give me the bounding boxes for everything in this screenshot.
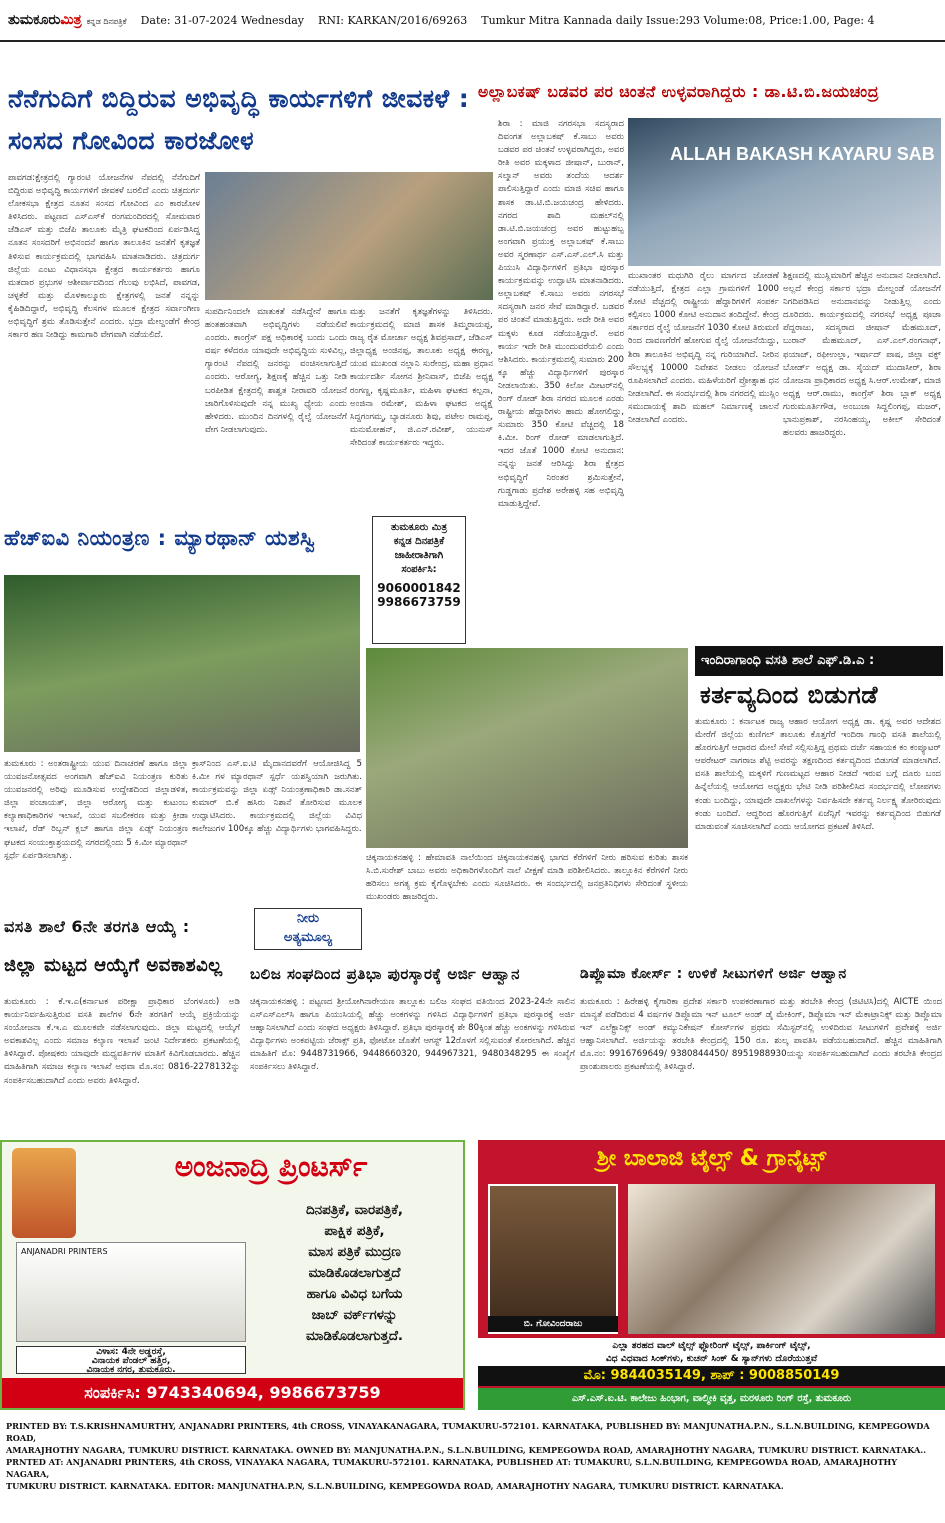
tagline1: ಎಲ್ಲಾ ತರಹದ ವಾಲ್ ಟೈಲ್ಸ್ ಫ್ಲೋರಿಂಗ್ ಟೈಲ್ಸ್, ಪಾರ್ಕಿಂಗ್ ಟೈಲ್ಸ್, bbox=[612, 1340, 811, 1351]
article1-col3: ಮತ್ತು ಜನತೆಗೆ ಕೃತಜ್ಞತೆಗಳನ್ನು ತಿಳಿಸಿದರು. ಕಾರ್ಯಕ್ರಮದಲ್ಲಿ ಮಾಜಿ ಶಾಸಕ ತಿಮ್ಮರಾಯಪ್ಪ, ರಾಜ್ಯ ರೈತ ಮೋರ್ಚಾ ಅಧ್ಯಕ್ಷ ಶಿವಪ್ರಸಾದ್, ಜೆಡಿಎಸ್ ಜಿಲ್ಲಾಧ್ಯಕ್ಷ ಅಂಜಿನಪ್ಪ, ತಾಲೂಕು ಅಧ್ಯಕ್ಷ ಈರಣ್ಣ, ಯುವ ಮುಖಂಡ ನಲ್ಲಾನಿ ಸುರೇಂದ್ರ, ಮಹಾ ಪ್ರಧಾನ ಕಾರ್ಯದರ್ಶಿ ಸೋಗನ ಶ್ರೀನಿವಾಸ್, ಬಿಜೆಪಿ ಅಧ್ಯಕ್ಷ ರಂಗಣ್ಣ, ಕೃಷ್ಣಮೂರ್ತಿ, ಮಹಿಳಾ ಘಟಕದ ಕಲ್ಪನಾ, ಅಂಜಿನಾ ರಮೇಶ್, ಮಹಿಳಾ ಘಟಕದ ಅಧ್ಯಕ್ಷೆ ಸಿದ್ದಗಂಗಮ್ಮ, ಬ್ಯಾಡನೂರು ಶಿವು, ಪಟೇಲ ರಾಮಪ್ಪ, ಮನುಮೋಹನ್, ಜಿ.ಎನ್.ರವೀಶ್, ಯುನುಸ್ ಸೇರಿದಂತೆ ಕಾರ್ಯಕರ್ತರು ಇದ್ದರು. bbox=[350, 307, 493, 448]
article2-col2: ಮುಖಾಂತರ ಮಧುಗಿರಿ ರೈಲು ಮಾರ್ಗದ ಜೋಡಣೆ ನಡೆಯುತ್ತಿದೆ, ಕ್ಷೇತ್ರದ ಎಲ್ಲಾ ಗ್ರಾಮಗಳಿಗೆ 1000 ಕೋಟಿ ವೆಚ್ಚದಲ್ಲಿ ರಾಷ್ಟ್ರೀಯ ಹೆದ್ದಾರಿಗಳಿಗೆ ಸಂಪರ್ಕ ಕಲ್ಪಿಸಲು 1000 ಕೋಟಿ ಅನುದಾನ ತಂದಿದ್ದೇನೆ. ಕೇಂದ್ರ ಸರ್ಕಾರದ ರೈಲ್ವೆ ಯೋಜನೆಗೆ 1030 ಕೋಟಿ ತಿರುಮಣಿ ರಿಂದ ದಾವಣಗೆರೆಗೆ ಹೋಗುವ ರೈಲ್ವೆ ಯೋಜನೆಯಿದ್ದು, ಶಿರಾ ತಾಲೂಕಿನ ಅಭಿವೃದ್ಧಿ ನನ್ನ ಗುರಿಯಾಗಿದೆ. ನೀರಿನ ಸೌಲಭ್ಯಕ್ಕೆ 10000 ನಿವೇಶನ ನೀಡಲು ಯೋಜನೆ ರೂಪಿಸಲಾಗಿದೆ ಎಂದರು. ಮಹಿಳೆಯರಿಗೆ ಪ್ರೋತ್ಸಾಹ ಧನ ನೀಡಲಾಗಿದೆ. ಈ ಸಂದರ್ಭದಲ್ಲಿ ಶಿರಾ ನಗರದಲ್ಲಿ ಮುಸ್ಲಿಂ ಸಮುದಾಯಕ್ಕೆ ಶಾದಿ ಮಹಲ್ ನಿರ್ಮಾಣಕ್ಕೆ ಚಾಲನೆ ನೀಡಲಾಗಿದೆ ಎಂದರು. bbox=[628, 271, 779, 426]
article1-photo bbox=[205, 172, 493, 300]
water-box bbox=[254, 908, 362, 950]
address-line: ವಿನಾಯಕ ನಗರ, ತುಮಕೂರು. bbox=[86, 1365, 176, 1375]
imprint-line2: AMARAJHOTHY NAGARA, TUMKURU DISTRICT. KARNATAKA. OWNED BY: MANJUNATHA.P.N., S.L.N.BUILDING, KEMPEGOWDA ROAD, AMARAJHOTHY NAGARA, TUMKURU DISTRICT. KARNATAKA.. bbox=[6, 1445, 927, 1455]
balaji-taglines bbox=[478, 1338, 945, 1366]
masthead-logo bbox=[8, 12, 127, 28]
balaji-address: ಎಸ್.ಎಸ್.ಐ.ಟಿ. ಕಾಲೇಜು ಹಿಂಭಾಗ, ವಾಲ್ಮೀಕಿ ವೃತ್ತ, ಮರಳೂರು ರಿಂಗ್ ರಸ್ತೆ, ತುಮಕೂರು bbox=[478, 1388, 945, 1410]
masthead bbox=[0, 0, 945, 42]
article3-photo bbox=[4, 575, 360, 752]
article6-headline-line1: ವಸತಿ ಶಾಲೆ 6ನೇ ತರಗತಿ ಆಯ್ಕೆ : bbox=[4, 917, 190, 936]
article5-text: ತುಮಕೂರು : ಕರ್ನಾಟಕ ರಾಜ್ಯ ಆಹಾರ ಆಯೋಗ ಅಧ್ಯಕ್ಷ ಡಾ. ಕೃಷ್ಣ ಅವರ ಆದೇಶದ ಮೇರೆಗೆ ಜಿಲ್ಲೆಯ ಕುಣಿಗಲ್ ತಾಲೂಕು ಕೊತ್ತಗೆರೆ ಇಂದಿರಾ ಗಾಂಧಿ ವಸತಿ ಶಾಲೆಯಲ್ಲಿ ಹೊರಗುತ್ತಿಗೆ ಆಧಾರದ ಮೇಲೆ ಸೇವೆ ಸಲ್ಲಿಸುತ್ತಿದ್ದ ಪ್ರಥಮ ದರ್ಜೆ ಸಹಾಯಕ ಕಂ ಕಂಪ್ಯೂಟರ್ ಆಪರೇಟರ್ ನಾಗರಾಜ ಶೆಟ್ಟಿ ಅವರನ್ನು ತಕ್ಷಣದಿಂದ ಕರ್ತವ್ಯದಿಂದ ಬಿಡುಗಡೆ ಮಾಡಲಾಗಿದೆ. ವಸತಿ ಶಾಲೆಯಲ್ಲಿ ಮಕ್ಕಳಿಗೆ ಗುಣಮಟ್ಟದ ಆಹಾರ ನೀಡದೆ ಇರುವ ಬಗ್ಗೆ ದೂರು ಬಂದ ಹಿನ್ನೆಲೆಯಲ್ಲಿ ಆಯೋಗದ ಅಧ್ಯಕ್ಷರು ಭೇಟಿ ನೀಡಿ ಪರಿಶೀಲಿಸಿದ ಸಂದರ್ಭದಲ್ಲಿ ಲೋಪಗಳು ಕಂಡು ಬಂದಿದ್ದು, ಯಾವುದೇ ದಾಖಲೆಗಳನ್ನು ನಿರ್ವಹಿಸದೇ ಕರ್ತವ್ಯ ನಿರ್ಲಕ್ಷ್ಯ ತೋರಿರುವುದು ಕಂಡು ಬಂದಿದೆ. ಆದ್ದರಿಂದ ಹೊರಗುತ್ತಿಗೆ ಏಜೆನ್ಸಿಗೆ ಇವರನ್ನು ಕರ್ತವ್ಯದಿಂದ ಬಿಡುಗಡೆ ಮಾಡುವಂತೆ ಸೂಚಿಸಲಾಗಿದೆ ಎಂದು ಆಯೋಗದ ಪ್ರಕಟಣೆ ತಿಳಿಸಿದೆ. bbox=[695, 717, 941, 832]
hanuman-image bbox=[12, 1148, 76, 1238]
anjanadri-services bbox=[252, 1200, 457, 1347]
article1-col2: ಸುಪರ್ದಿನಿಂದಲೇ ಮಾತುಕತೆ ನಡೆಸಿದ್ದೇನೆ ಹಾಗೂ ಹಂತಹಂತವಾಗಿ ಅಭಿವೃದ್ಧಿಗಳು ನಡೆಯಲಿವೆ ಎಂದರು. ಕಾಂಗ್ರೆಸ್ ಪಕ್ಷ ಅಧಿಕಾರಕ್ಕೆ ಬಂದು ಒಂದು ವರ್ಷ ಕಳೆದರೂ ಯಾವುದೇ ಅಭಿವೃದ್ಧಿಯ ಸುಳಿವಿಲ್ಲ, ಗ್ಯಾರಂಟಿ ನೆಪದಲ್ಲಿ ಜನರನ್ನು ವಂಚಿಸಲಾಗುತ್ತಿದೆ ಎಂದರು. ಆರೋಗ್ಯ, ಶಿಕ್ಷಣಕ್ಕೆ ಹೆಚ್ಚಿನ ಒತ್ತು ನೀಡಿ ಬರಪೀಡಿತ ಕ್ಷೇತ್ರದಲ್ಲಿ ಶಾಶ್ವತ ನೀರಾವರಿ ಯೋಜನೆ ಜಾರಿಗೊಳಿಸುವುದೇ ನನ್ನ ಮುಖ್ಯ ಧ್ಯೇಯ ಎಂದು ಹೇಳಿದರು. ಮುಂದಿನ ದಿನಗಳಲ್ಲಿ ರೈಲ್ವೆ ಯೋಜನೆಗೆ ವೇಗ ನೀಡಲಾಗುವುದು. bbox=[205, 307, 347, 435]
issue-info: Tumkur Mitra Kannada daily Issue:293 Volume:08, Price:1.00, Page: 4 bbox=[481, 13, 875, 27]
article7-text: ಚಿಕ್ಕನಾಯಕನಹಳ್ಳಿ : ಪಟ್ಟಣದ ಶ್ರೀಯೋಗಿನಾರೇಯಣ ತಾಲ್ಲೂಕು ಬಲಿಜ ಸಂಘದ ವತಿಯಿಂದ 2023-24ನೇ ಸಾಲಿನ ಎಸ್‌ಎಸ್‌ಎಲ್‌ಸಿ ಹಾಗೂ ಪಿಯುಸಿಯಲ್ಲಿ ಹೆಚ್ಚು ಅಂಕಗಳನ್ನು ಗಳಿಸಿದ ವಿದ್ಯಾರ್ಥಿಗಳಿಗೆ ಪ್ರತಿಭಾ ಪುರಸ್ಕಾರಕ್ಕೆ ಅರ್ಜಿ ಆಹ್ವಾನಿಸಲಾಗಿದೆ ಎಂದು ಸಂಘದ ಅಧ್ಯಕ್ಷರು ತಿಳಿಸಿದ್ದಾರೆ. ಪ್ರತಿಭಾ ಪುರಸ್ಕಾರಕ್ಕೆ ಶೇ 80ಕ್ಕಿಂತ ಹೆಚ್ಚು ಅಂಕಗಳನ್ನು ಗಳಿಸಿರುವ ವಿದ್ಯಾರ್ಥಿಗಳು ಅಂಕಪಟ್ಟಿಯ ಜೆರಾಕ್ಸ್ ಪ್ರತಿ, ಫೋಟೋ ಜೊತೆಗೆ ಆಗಸ್ಟ್ 12ರೊಳಗೆ ಸಲ್ಲಿಸುವಂತೆ ಕೋರಲಾಗಿದೆ. ಹೆಚ್ಚಿನ ಮಾಹಿತಿಗೆ ಮೊ: 9448731966, 9448660320, 944967321, 9480348295 ಈ ಸಂಖ್ಯೆಗೆ ಸಂಪರ್ಕಿಸಲು ತಿಳಿಸಿದ್ದಾರೆ. bbox=[250, 997, 575, 1073]
article8-text: ತುಮಕೂರು : ಹಿರೇಹಳ್ಳಿ ಕೈಗಾರಿಕಾ ಪ್ರದೇಶ ಸರ್ಕಾರಿ ಉಪಕರಣಾಗಾರ ಮತ್ತು ತರಬೇತಿ ಕೇಂದ್ರ (ಜಿಟಿಟಿಸಿ)ದಲ್ಲಿ AICTE ಯಿಂದ ಮಾನ್ಯತೆ ಪಡೆದಿರುವ 4 ವರ್ಷಗಳ ಡಿಪ್ಲೊಮಾ ಇನ್ ಟೂಲ್ ಅಂಡ್ ಡೈ ಮೇಕಿಂಗ್, ಡಿಪ್ಲೊಮಾ ಇನ್ ಮೆಕಾಟ್ರಾನಿಕ್ಸ್ ಮತ್ತು ಡಿಪ್ಲೊಮಾ ಇನ್ ಎಲೆಕ್ಟ್ರಾನಿಕ್ಸ್ ಅಂಡ್ ಕಮ್ಯುನಿಕೇಷನ್ ಕೋರ್ಸ್‌ಗಳ ಪ್ರಥಮ ಸೆಮಿಸ್ಟರ್‌ನಲ್ಲಿ ಉಳಿದಿರುವ ಸೀಟುಗಳಿಗೆ ಪ್ರವೇಶಕ್ಕೆ ಅರ್ಜಿ ಆಹ್ವಾನಿಸಲಾಗಿದೆ. ಅರ್ಜಿಯನ್ನು ತರಬೇತಿ ಕೇಂದ್ರದಲ್ಲಿ 150 ರೂ. ಶುಲ್ಕ ಪಾವತಿಸಿ ಪಡೆಯಬಹುದಾಗಿದೆ. ಹೆಚ್ಚಿನ ಮಾಹಿತಿಗಾಗಿ ಮೊ.ನಂ: 9916769649/ 9380844450/ 8951988930ಯನ್ನು ಸಂಪರ್ಕಿಸಬಹುದಾಗಿದೆ ಎಂದು ತರಬೇತಿ ಕೇಂದ್ರದ ಪ್ರಾಂಶುಪಾಲರು ಪ್ರಕಟಣೆಯಲ್ಲಿ ತಿಳಿಸಿದ್ದಾರೆ. bbox=[580, 997, 942, 1073]
ad-contact-box bbox=[372, 516, 466, 644]
article4-photo bbox=[366, 648, 688, 848]
article1-headline: ನೆನೆಗುದಿಗೆ ಬಿದ್ದಿರುವ ಅಭಿವೃದ್ಧಿ ಕಾರ್ಯಗಳಿಗೆ ಜೀವಕಳೆ : ಸಂಸದ ಗೋವಿಂದ ಕಾರಜೋಳ bbox=[8, 84, 470, 155]
address-line: ವಿನಾಯಕ ಪೆಂಡಲ್ ಹತ್ತಿರ, bbox=[91, 1356, 171, 1366]
service-line: ಮಾಡಿಕೊಡಲಾಗುತ್ತದೆ bbox=[308, 1266, 401, 1281]
article3-headline: ಹೆಚ್‌ಐವಿ ನಿಯಂತ್ರಣ : ಮ್ಯಾರಥಾನ್ ಯಶಸ್ವಿ bbox=[4, 526, 316, 550]
issue-date: Date: 31-07-2024 Wednesday bbox=[140, 13, 305, 27]
article3-col2: ಕ್ರಾಸ್‌ನಿಂದ ಎಸ್.ಐ.ಟಿ ಮೈದಾನದವರೆಗೆ ಆಯೋಜಿಸಿದ್ದ 5 ಕಿ.ಮೀ ಗಳ ಮ್ಯಾರಥಾನ್ ಸ್ಪರ್ಧೆ ಯಶಸ್ವಿಯಾಗಿ ಜರುಗಿತು. ಕಾರ್ಯಕ್ರಮವನ್ನು ಜಿಲ್ಲಾ ಏಡ್ಸ್ ನಿಯಂತ್ರಣಾಧಿಕಾರಿ ಡಾ.ಸನತ್ ಕುಮಾರ್ ಬಿ.ಕೆ ಹಸಿರು ನಿಶಾನೆ ತೋರಿಸುವ ಮೂಲಕ ಉದ್ಘಾಟಿಸಿದರು. ಕಾರ್ಯಕ್ರಮದಲ್ಲಿ ಜಿಲ್ಲೆಯ ವಿವಿಧ ಕಾಲೇಜುಗಳ 100ಕ್ಕೂ ಹೆಚ್ಚು ವಿದ್ಯಾರ್ಥಿಗಳು ಭಾಗವಹಿಸಿದ್ದರು. bbox=[192, 759, 362, 835]
contact-line1: ತುಮಕೂರು ಮಿತ್ರ bbox=[390, 522, 448, 533]
logo-tagline: ಕನ್ನಡ ದಿನಪತ್ರಿಕೆ bbox=[86, 17, 127, 26]
logo-part2: ಮಿತ್ರ bbox=[60, 12, 82, 28]
article2-headline: ಅಲ್ಲಾಬಕಷ್ ಬಡವರ ಪರ ಚಿಂತನೆ ಉಳ್ಳವರಾಗಿದ್ದರು : ಡಾ.ಟಿ.ಬಿ.ಜಯಚಂದ್ರ bbox=[478, 83, 879, 101]
shop-photo bbox=[16, 1242, 246, 1342]
rni-number: RNI: KARKAN/2016/69263 bbox=[318, 13, 468, 27]
article3-col1: ತುಮಕೂರು : ಅಂತರಾಷ್ಟ್ರೀಯ ಯುವ ದಿನಾಚರಣೆ ಹಾಗೂ ಜಿಲ್ಲಾ ಯುವಜನೋತ್ಸವದ ಅಂಗವಾಗಿ ಹೆಚ್‌ಐವಿ ನಿಯಂತ್ರಣ ಕುರಿತು ಯುವಜನರಲ್ಲಿ ಅರಿವು ಮೂಡಿಸುವ ಉದ್ದೇಶದಿಂದ ಜಿಲ್ಲಾಡಳಿತ, ಜಿಲ್ಲಾ ಪಂಚಾಯತ್, ಜಿಲ್ಲಾ ಆರೋಗ್ಯ ಮತ್ತು ಕುಟುಂಬ ಕಲ್ಯಾಣಾಧಿಕಾರಿಗಳ ಇಲಾಖೆ, ಯುವ ಸಬಲೀಕರಣ ಮತ್ತು ಕ್ರೀಡಾ ಇಲಾಖೆ, ರೆಡ್ ರಿಬ್ಬನ್ ಕ್ಲಬ್ ಹಾಗೂ ಜಿಲ್ಲಾ ಏಡ್ಸ್ ನಿಯಂತ್ರಣ ಘಟಕದ ಸಂಯುಕ್ತಾಶ್ರಯದಲ್ಲಿ ನಗರದಲ್ಲಿಂದು 5 ಕಿ.ಮೀ ಮ್ಯಾರಥಾನ್ ಸ್ಪರ್ಧೆ ಏರ್ಪಡಿಸಲಾಗಿತ್ತು. bbox=[4, 759, 188, 861]
shop-sign: ANJANADRI PRINTERS bbox=[21, 1247, 108, 1256]
article4-caption: ಚಿಕ್ಕನಾಯಕನಹಳ್ಳಿ : ಹೇಮಾವತಿ ನಾಲೆಯಿಂದ ಚಿಕ್ಕನಾಯಕನಹಳ್ಳಿ ಭಾಗದ ಕೆರೆಗಳಿಗೆ ನೀರು ಹರಿಸುವ ಕುರಿತು ಶಾಸಕ ಸಿ.ಬಿ.ಸುರೇಶ್ ಬಾಬು ಅವರು ಅಧಿಕಾರಿಗಳೊಂದಿಗೆ ನಾಲೆ ವೀಕ್ಷಣೆ ಮಾಡಿ ಪರಿಶೀಲಿಸಿದರು. ತಾಲ್ಲೂಕಿನ ಕೆರೆಗಳಿಗೆ ನೀರು ಹರಿಸಲು ಅಗತ್ಯ ಕ್ರಮ ಕೈಗೊಳ್ಳಬೇಕು ಎಂದು ಸೂಚಿಸಿದರು. ಈ ಸಂದರ್ಭದಲ್ಲಿ ಜನಪ್ರತಿನಿಧಿಗಳು ಸೇರಿದಂತೆ ಸ್ಥಳೀಯ ಮುಖಂಡರು ಹಾಜರಿದ್ದರು. bbox=[366, 853, 688, 903]
water-line1: ನೀರು bbox=[297, 911, 319, 926]
article6-text: ತುಮಕೂರು : ಕೆ.ಇ.ಎ(ಕರ್ನಾಟಕ ಪರೀಕ್ಷಾ ಪ್ರಾಧಿಕಾರ ಬೆಂಗಳೂರು) ಅಡಿ ಕಾರ್ಯನಿರ್ವಹಿಸುತ್ತಿರುವ ವಸತಿ ಶಾಲೆಗಳ 6ನೇ ತರಗತಿಗೆ ಆಯ್ಕೆ ಪ್ರಕ್ರಿಯೆಯನ್ನು ಸಂಯೋಜನಾ ಕೆ.ಇ.ಎ ಮೂಲಕವೇ ನಡೆಸಲಾಗುವುದು. ಜಿಲ್ಲಾ ಮಟ್ಟದಲ್ಲಿ ಆಯ್ಕೆಗೆ ಅವಕಾಶವಿಲ್ಲ ಎಂದು ಸಮಾಜ ಕಲ್ಯಾಣ ಇಲಾಖೆ ಜಂಟಿ ನಿರ್ದೇಶಕರು ಪ್ರಕಟಣೆಯಲ್ಲಿ ತಿಳಿಸಿದ್ದಾರೆ. ಪೋಷಕರು ಯಾವುದೇ ಮಧ್ಯವರ್ತಿಗಳ ಮಾತಿಗೆ ಕಿವಿಗೊಡಬಾರದು. ಹೆಚ್ಚಿನ ಮಾಹಿತಿಗಾಗಿ ಸಮಾಜ ಕಲ್ಯಾಣ ಇಲಾಖೆ ಅಥವಾ ಮೊ.ಸಂ: 0816-2278132ನ್ನು ಸಂಪರ್ಕಿಸಬಹುದಾಗಿದೆ ಎಂದು ಅವರು ತಿಳಿಸಿದ್ದಾರೆ. bbox=[4, 997, 240, 1086]
anjanadri-title: ಅಂಜನಾದ್ರಿ ಪ್ರಿಂಟರ್ಸ್ bbox=[174, 1150, 368, 1183]
imprint-footer bbox=[0, 1420, 945, 1491]
anjanadri-address bbox=[16, 1346, 246, 1374]
service-line: ಜಾಬ್ ವರ್ಕ್‌ಗಳನ್ನು bbox=[311, 1308, 398, 1323]
contact-phone1: 9060001842 bbox=[377, 581, 461, 595]
article1-col1: ಪಾವಗಡ:ಕ್ಷೇತ್ರದಲ್ಲಿ ಗ್ಯಾರಂಟಿ ಯೋಜನೆಗಳ ನೆಪದಲ್ಲಿ ನೆನೆಗುದಿಗೆ ಬಿದ್ದಿರುವ ಅಭಿವೃದ್ಧಿ ಕಾರ್ಯಗಳಿಗೆ ಜೀವಕಳೆ ಬರಲಿದೆ ಎಂದು ಚಿತ್ರದುರ್ಗ ಲೋಕಸಭಾ ಕ್ಷೇತ್ರದ ನೂತನ ಸಂಸದ ಗೋವಿಂದ ಎಂ ಕಾರಜೋಳ ತಿಳಿಸಿದರು. ಪಟ್ಟಣದ ಎಸ್‌ಎಸ್‌ಕೆ ರಂಗಮಂದಿರದಲ್ಲಿ ಸೋಮವಾರ ಜೆಡಿಎಸ್ ಮತ್ತು ಬಿಜೆಪಿ ತಾಲೂಕು ಮೈತ್ರಿ ಘಟಕದಿಂದ ಏರ್ಪಡಿಸಿದ್ದ ನೂತನ ಸಂಸದರಿಗೆ ಅಭಿನಂದನೆ ಹಾಗೂ ತಾಲೂಕಿನ ಜನತೆಗೆ ಕೃತಜ್ಞತೆ ತಿಳಿಸುವ ಕಾರ್ಯಕ್ರಮದಲ್ಲಿ ಭಾಗವಹಿಸಿ ಮಾತನಾಡಿದರು. ಚಿತ್ರದುರ್ಗ ಜಿಲ್ಲೆಯ ಎಂಟು ವಿಧಾನಸಭಾ ಕ್ಷೇತ್ರದ ಕಾರ್ಯಕರ್ತರು ಹಾಗೂ ಮತದಾರ ಪ್ರಭುಗಳ ಆಶೀರ್ವಾದದಿಂದ ಗೆಲುವು ಲಭಿಸಿದೆ, ಪಾವಗಡ, ಚಳ್ಳಕೆರೆ ಮತ್ತು ಮೊಳಕಾಲ್ಮೂರು ಕ್ಷೇತ್ರಗಳಲ್ಲಿ ಜನತೆ ನನ್ನನ್ನು ಕೈಹಿಡಿದಿದ್ದಾರೆ, ಅಭಿವೃದ್ಧಿ ಕೆಲಸಗಳ ಮೂಲಕ ಕ್ಷೇತ್ರದ ಸರ್ವಾಂಗೀಣ ಅಭಿವೃದ್ಧಿಗೆ ಶ್ರಮ ತೊಡಿಸುತ್ತೇನೆ ಎಂದರು. ಭದ್ರಾ ಮೇಲ್ದಂಡೆಗೆ ಕೇಂದ್ರ ಸರ್ಕಾರ ಹಣ ನೀಡಿದ್ದು ಕಾಮಗಾರಿ ವೇಗವಾಗಿ ನಡೆಯಲಿದೆ. bbox=[8, 173, 200, 341]
article2-col3: ಶಿಕ್ಷಣದಲ್ಲಿ ಮುಸ್ಲಿಮಾರಿಗೆ ಹೆಚ್ಚಿನ ಅನುದಾನ ನೀಡಲಾಗಿದೆ. ಅಲ್ಲದೆ ಕೇಂದ್ರ ಸರ್ಕಾರ ಭದ್ರಾ ಮೇಲ್ದಂಡೆ ಯೋಜನೆಗೆ ನಿಗದಿಪಡಿಸಿದ ಅನುದಾನವನ್ನು ನೀಡುತ್ತಿಲ್ಲ ಎಂದು ದೂರಿದರು. ಕಾರ್ಯಕ್ರಮದಲ್ಲಿ ನಗರಸಭೆ ಅಧ್ಯಕ್ಷ ಪೂಜಾ ಪೆದ್ದರಾಜು, ಸದಸ್ಯರಾದ ಜೀಷಾನ್ ಮೆಹಮೂದ್, ಬುರಾನ್ ಮೆಹಮೂದ್, ಎಸ್.ಎಲ್.ರಂಗನಾಥ್, ಫಯಾಜ್, ರಫೀಉಲ್ಲಾ, ಇರ್ಷಾದ್ ಪಾಷ, ಜಿಲ್ಲಾ ವಕ್ಫ್ ಬೋರ್ಡ್ ಅಧ್ಯಕ್ಷ ಡಾ. ಸೈಯದ್ ಮುದಾಸೀರ್, ಶಿರಾ ಯೋಜನಾ ಪ್ರಾಧಿಕಾರದ ಅಧ್ಯಕ್ಷ ಸಿ.ಆರ್.ಉಮೇಶ್, ಮಾಜಿ ಅಧ್ಯಕ್ಷ ಆರ್.ರಾಮು, ಕಾಂಗ್ರೆಸ್ ಶಿರಾ ಬ್ಲಾಕ್ ಅಧ್ಯಕ್ಷ ಗುರುಮೂರ್ತಿಗೌಡ, ಅಂಬುಜಾ ಸಿದ್ದಲಿಂಗಪ್ಪ, ಮಜರ್, ಭಾನುಪ್ರಕಾಶ್, ನರಸಿಂಹಯ್ಯ, ಅಕೀಲ್ ಸೇರಿದಂತೆ ಹಲವರು ಹಾಜರಿದ್ದರು. bbox=[783, 271, 941, 439]
service-line: ಹಾಗೂ ವಿವಿಧ ಬಗೆಯ bbox=[306, 1287, 403, 1302]
balaji-phone: ಮೊ: 9844035149, ಶಾಪ್ : 9008850149 bbox=[478, 1366, 945, 1386]
article2-photo bbox=[628, 118, 941, 266]
service-line: ಮಾಡಿಕೊಡಲಾಗುತ್ತದೆ. bbox=[306, 1329, 403, 1344]
service-line: ದಿನಪತ್ರಿಕೆ, ವಾರಪತ್ರಿಕೆ, bbox=[306, 1203, 403, 1218]
ad-balaji-tiles bbox=[478, 1140, 945, 1410]
tiles-photo bbox=[628, 1184, 935, 1334]
address-line: ವಿಳಾಸ: 4ನೇ ಅಡ್ಡರಸ್ತೆ, bbox=[96, 1347, 166, 1357]
article5-headline: ಕರ್ತವ್ಯದಿಂದ ಬಿಡುಗಡೆ bbox=[700, 681, 878, 709]
article7-headline: ಬಲಿಜ ಸಂಘದಿಂದ ಪ್ರತಿಭಾ ಪುರಸ್ಕಾರಕ್ಕೆ ಅರ್ಜಿ ಆಹ್ವಾನ bbox=[250, 965, 520, 983]
service-line: ಮಾಸ ಪತ್ರಿಕೆ ಮುದ್ರಣ bbox=[308, 1245, 401, 1260]
article8-headline: ಡಿಪ್ಲೊಮಾ ಕೋರ್ಸ್ : ಉಳಿಕೆ ಸೀಟುಗಳಿಗೆ ಅರ್ಜಿ ಆಹ್ವಾನ bbox=[580, 966, 847, 982]
article5-headline-bar bbox=[695, 646, 943, 676]
service-line: ಪಾಕ್ಷಿಕ ಪತ್ರಿಕೆ, bbox=[324, 1224, 385, 1239]
anjanadri-contact: ಸಂಪರ್ಕಿಸಿ: 9743340694, 9986673759 bbox=[2, 1378, 463, 1408]
ad-anjanadri-printers bbox=[0, 1140, 465, 1410]
tagline2: ವಿಧ ವಿಧವಾದ ಸಿಂಕ್‌ಗಳು, ಕುಚನ್ ಸಿಂಕ್ & ಸ್ಯಾನ್‌ಗಳು ದೊರೆಯುತ್ತವೆ bbox=[605, 1353, 818, 1364]
contact-line4: ಸಂಪರ್ಕಿಸಿ: bbox=[401, 564, 437, 575]
article5-headline-top: ಇಂದಿರಾಗಾಂಧಿ ವಸತಿ ಶಾಲೆ ಎಫ್.ಡಿ.ಎ : bbox=[701, 653, 875, 668]
imprint-line4: TUMKURU DISTRICT. KARNATAKA. EDITOR: MANJUNATHA.P.N, S.L.N.BUILDING, KEMPEGOWDA ROAD, AMARAJHOTHY NAGARA, TUMKURU DISTRICT. KARNATAKA. bbox=[6, 1481, 784, 1491]
article6-headline-line2: ಜಿಲ್ಲಾ ಮಟ್ಟದ ಆಯ್ಕೆಗೆ ಅವಕಾಶವಿಲ್ಲ bbox=[4, 955, 223, 976]
imprint-line1: PRINTED BY: T.S.KRISHNAMURTHY, ANJANADRI PRINTERS, 4th CROSS, VINAYAKANAGARA, TUMAKURU-572101. KARNATAKA, PUBLISHED BY: MANJUNATHA.P.N., S.L.N.BUILDING, KEMPEGOWDA ROAD, bbox=[6, 1421, 930, 1443]
owner-photo bbox=[488, 1184, 618, 1334]
balaji-title: ಶ್ರೀ ಬಾಲಾಜಿ ಟೈಲ್ಸ್ & ಗ್ರಾನೈಟ್ಸ್ bbox=[596, 1146, 827, 1171]
imprint-line3: PRNTED AT: ANJANADRI PRINTERS, 4th CROSS, VINAYAKA NAGARA, TUMAKURU-572101. KARNATAKA, PUBLISHED AT: TUMAKURU, S.L.N.BUILDING, KEMPEGOWDA ROAD, AMARAJHOTHY NAGARA, bbox=[6, 1457, 898, 1479]
water-line2: ಅತ್ಯಮೂಲ್ಯ bbox=[283, 930, 333, 945]
owner-name: ಬಿ. ಗೋವಿಂದರಾಜು bbox=[488, 1316, 618, 1332]
photo-banner: ALLAH BAKASH KAYARU SAB bbox=[670, 144, 935, 164]
contact-line2: ಕನ್ನಡ ದಿನಪತ್ರಿಕೆ bbox=[393, 536, 445, 547]
contact-phone2: 9986673759 bbox=[377, 595, 461, 609]
contact-line3: ಜಾಹೀರಾತಿಗಾಗಿ bbox=[394, 550, 444, 561]
article2-col1: ಶಿರಾ : ಮಾಜಿ ನಗರಸಭಾ ಸದಸ್ಯರಾದ ದಿವಂಗತ ಅಲ್ಲಾಬಕಷ್ ಕೆ.ಸಾಬು ಅವರು ಬಡವರ ಪರ ಚಿಂತನೆ ಉಳ್ಳವರಾಗಿದ್ದರು, ಅವರ ರೀತಿ ಅವರ ಮಕ್ಕಳಾದ ಜೀಷಾನ್, ಬುರಾನ್, ಸಲ್ಮಾನ್ ಅವರು ತಂದೆಯ ಆದರ್ಶ ಪಾಲಿಸುತ್ತಿದ್ದಾರೆ ಎಂದು ಮಾಜಿ ಸಚಿವ ಹಾಗೂ ಶಾಸಕ ಡಾ.ಟಿ.ಬಿ.ಜಯಚಂದ್ರ ಹೇಳಿದರು. ನಗರದ ಶಾದಿ ಮಹಲ್‌ನಲ್ಲಿ ಡಾ.ಟಿ.ಬಿ.ಜಯಚಂದ್ರ ಅವರ ಹುಟ್ಟುಹಬ್ಬ ಅಂಗವಾಗಿ ಪ್ರಯುಕ್ತ ಅಲ್ಲಾಬಕಷ್ ಕೆ.ಸಾಬು ಅವರ ಸ್ಮರಣಾರ್ಥ ಎಸ್.ಎಸ್.ಎಲ್.ಸಿ ಮತ್ತು ಪಿಯುಸಿ ವಿದ್ಯಾರ್ಥಿಗಳಿಗೆ ಪ್ರತಿಭಾ ಪುರಸ್ಕಾರ ಕಾರ್ಯಕ್ರಮವನ್ನು ಉದ್ಘಾಟಿಸಿ ಮಾತನಾಡಿದರು. ಅಲ್ಲಾಬಕಷ್ ಕೆ.ಸಾಬು ಅವರು ನಗರಸಭೆ ಸದಸ್ಯರಾಗಿ ಜನರ ಸೇವೆ ಮಾಡಿದ್ದಾರೆ. ಬಡವರ ಪರ ಚಿಂತನೆ ಮಾಡುತ್ತಿದ್ದರು. ಅದೇ ರೀತಿ ಅವರ ಮಕ್ಕಳು ಕೂಡ ನಡೆಯುತ್ತಿದ್ದಾರೆ. ಅವರ ಕಾರ್ಯ ಇದೇ ರೀತಿ ಮುಂದುವರೆಯಲಿ ಎಂದು ಆಶಿಸಿದರು. ಕಾರ್ಯಕ್ರಮದಲ್ಲಿ ಸುಮಾರು 200 ಕ್ಕೂ ಹೆಚ್ಚು ವಿದ್ಯಾರ್ಥಿಗಳಿಗೆ ಪುರಸ್ಕಾರ ನೀಡಲಾಯಿತು. 350 ಕಿಲೋ ಮೀಟರ್‌ನಲ್ಲಿ ರಿಂಗ್ ರೋಡ್ ಶಿರಾ ನಗರದ ಮೂಲಕ ಎರಡು ರಾಷ್ಟ್ರೀಯ ಹೆದ್ದಾರಿಗಳು ಹಾದು ಹೋಗಲಿದ್ದು, ಸುಮಾರು 350 ಕೋಟಿ ವೆಚ್ಚದಲ್ಲಿ 18 ಕಿ.ಮೀ. ರಿಂಗ್ ರೋಡ್ ಮಾಡಲಾಗುತ್ತಿದೆ. ಇದರ ಜೊತೆ 1000 ಕೋಟಿ ಅನುದಾನ: ನನ್ನನ್ನು ಜನತೆ ಆರಿಸಿದ್ದು ಶಿರಾ ಕ್ಷೇತ್ರದ ಅಭಿವೃದ್ಧಿಗೆ ನಿರಂತರ ಶ್ರಮಿಸುತ್ತೇನೆ, ಗುಡ್ಡಗಾಡು ಪ್ರದೇಶ ಅರೇಹಳ್ಳಿ ಸಹ ಅಭಿವೃದ್ಧಿ ಮಾಡುತ್ತಿದ್ದೇವೆ. bbox=[498, 119, 624, 509]
logo-part1: ತುಮಕೂರು bbox=[8, 12, 61, 28]
